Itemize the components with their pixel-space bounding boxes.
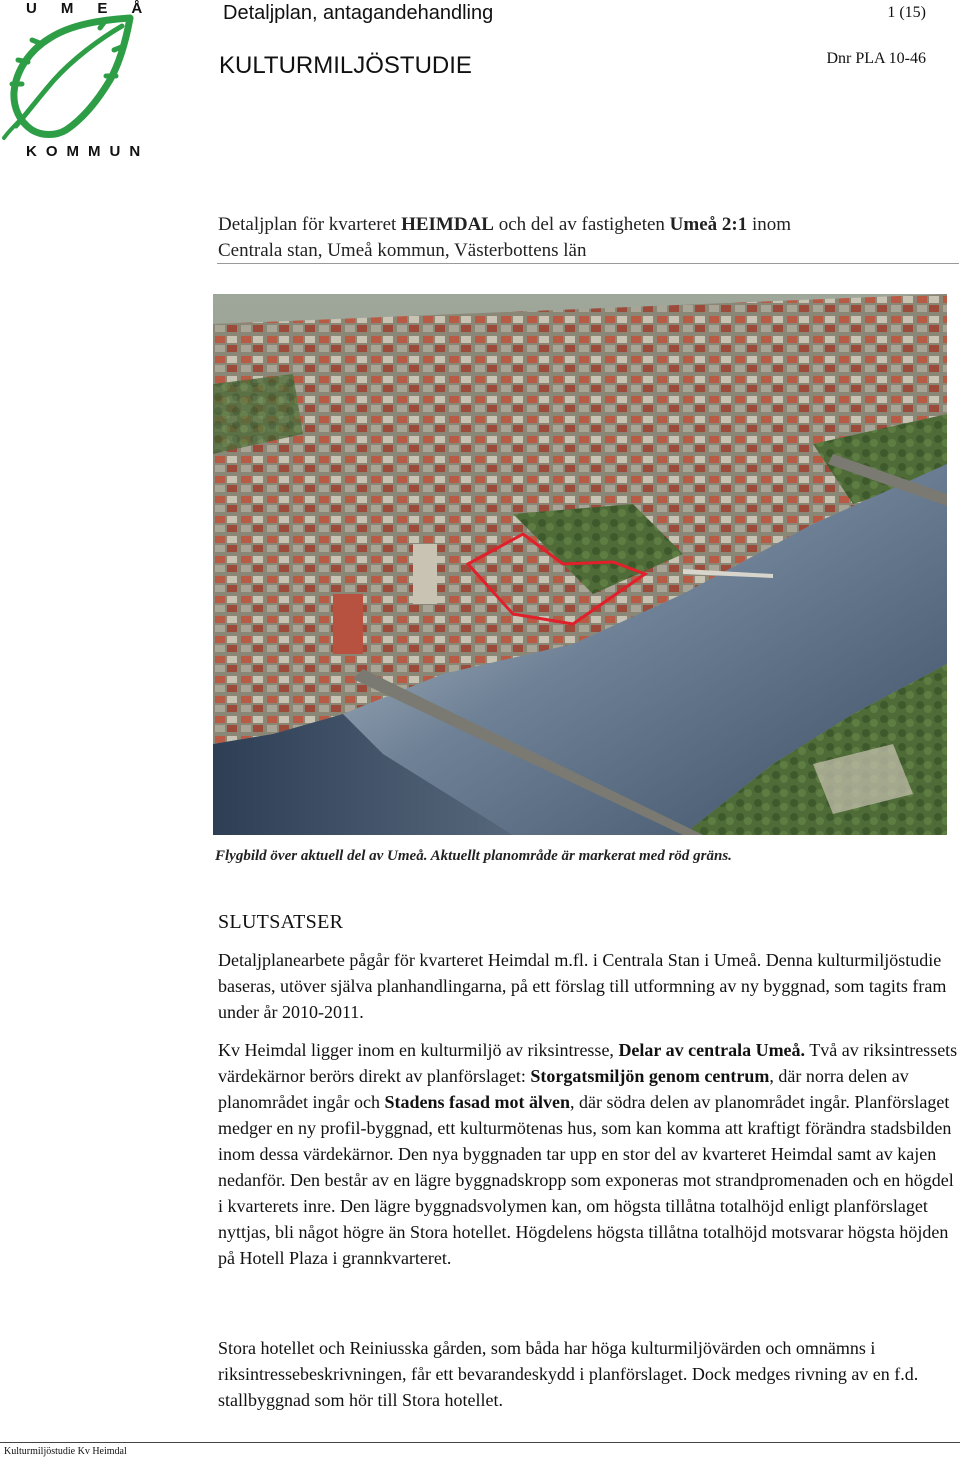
- p2-text-4: , där södra delen av planområdet ingår. Planförslaget medger en ny profil-byggnad, ett kulturmötenas hus, som kan komma att kraftigt förändra stadsbilden inom dessa värdekärnor. Den nya byggnaden tar upp en stor del av kvarteret Heimdal samt av kajen nedanför. Den består av en lägre byggnadskropp som exponeras mot strandpromenaden och en högdel i kvarterets inre. Den lägre byggnadsvolymen kan, om högsta tillåtna totalhöjd enligt planförslaget nyttjas, bli något högre än Stora hotellet. Högdelens högsta tillåtna totalhöjd motsvarar högsta höjden på Hotell Plaza i grannkvarteret.: [218, 1092, 954, 1268]
- figure-caption: Flygbild över aktuell del av Umeå. Aktuellt planområde är markerat med röd gräns.: [215, 848, 732, 864]
- registration-number: Dnr PLA 10-46: [826, 50, 926, 67]
- aerial-photo: [213, 294, 947, 835]
- subject-suffix: inom: [747, 214, 792, 235]
- p2-bold-3: Stadens fasad mot älven: [384, 1092, 570, 1112]
- p2-text-1: Kv Heimdal ligger inom en kulturmiljö av riksintresse,: [218, 1040, 619, 1060]
- subject-mid: och del av fastigheten: [493, 214, 670, 235]
- p2-text-2: Två av riksintressets värdekärnor berörs direkt av planförslaget:: [218, 1040, 958, 1086]
- subject-line2: Centrala stan, Umeå kommun, Västerbottens län: [218, 240, 587, 261]
- birch-leaf-icon: [2, 14, 136, 144]
- paragraph-2: [218, 1037, 958, 1271]
- subject-divider: [217, 263, 959, 264]
- p2-bold-2: Storgatsmiljön genom centrum: [530, 1066, 770, 1086]
- subject-bold-block: HEIMDAL: [401, 214, 494, 235]
- paragraph-3: Stora hotellet och Reiniusska gården, som båda har höga kulturmiljövärden och omnämns i riksintressebeskrivningen, får ett bevarandeskydd i planförslaget. Dock medges rivning av en f.d. stallbyggnad som hör till Stora hotellet.: [218, 1338, 919, 1410]
- plan-subject: [218, 212, 958, 264]
- aerial-photo-illustration: [213, 294, 947, 835]
- footer-text: Kulturmiljöstudie Kv Heimdal: [4, 1446, 127, 1457]
- subject-bold-property: Umeå 2:1: [669, 214, 748, 235]
- logo-bottom-text: KOMMUN: [26, 143, 150, 160]
- paragraph-1: Detaljplanearbete pågår för kvarteret Heimdal m.fl. i Centrala Stan i Umeå. Denna kulturmiljöstudie baseras, utöver själva planhandlingarna, på ett förslag till utformning av ny byggnad, som tagits fram under år 2010-2011.: [218, 950, 947, 1022]
- p2-bold-1: Delar av centrala Umeå.: [618, 1040, 806, 1060]
- p2-text-3: , där norra delen av planområdet ingår och: [218, 1066, 909, 1112]
- document-title: KULTURMILJÖSTUDIE: [219, 52, 472, 79]
- municipality-logo: [0, 0, 167, 170]
- footer-divider: [0, 1442, 960, 1443]
- page-number: 1 (15): [887, 4, 926, 21]
- subject-prefix: Detaljplan för kvarteret: [218, 214, 402, 235]
- document-type: Detaljplan, antagandehandling: [223, 2, 494, 24]
- section-heading: SLUTSATSER: [218, 911, 344, 933]
- logo-top-text: UMEÅ: [26, 0, 167, 17]
